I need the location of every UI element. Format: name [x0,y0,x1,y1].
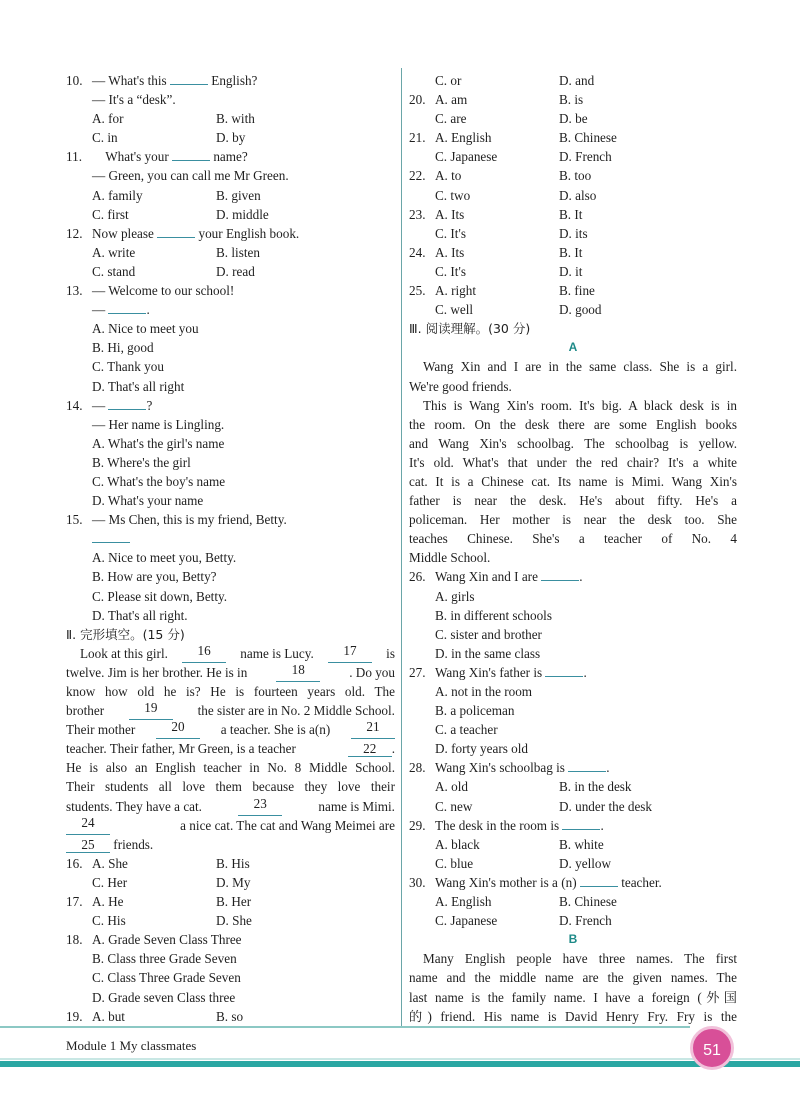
passage-line: and Wang Xin's schoolbag. The schoolbag is yellow. [409,435,737,451]
option-c[interactable]: C. Japanese [435,149,498,165]
question-15: 15. — Ms Chen, this is my friend, Betty. [66,512,287,528]
option-a[interactable]: A. not in the room [435,684,533,699]
option-a[interactable]: A. right [435,283,477,299]
question-24: 24. A. Its B. It [409,243,737,262]
option-c[interactable]: C. His [92,913,126,929]
footer-band [0,1061,800,1067]
option-b[interactable]: B. Where's the girl [92,454,191,470]
footer-module-title: Module 1 My classmates [66,1038,197,1053]
cloze-blank[interactable]: 18 [276,663,320,682]
option-b[interactable]: B. His [216,855,250,871]
option-row [409,262,737,281]
question-12: 12. Now please your English book. [66,225,300,241]
option-b[interactable]: B. Class three Grade Seven [92,951,237,967]
option-c[interactable]: C. a teacher [435,722,498,738]
section-heading: Ⅲ. 阅读理解。(30 分) [409,321,531,337]
option-d[interactable]: D. in the same class [435,645,541,661]
option-a[interactable]: A. She [92,855,128,871]
passage-line: the room. On the desk there are some English books [409,416,737,432]
option-row [66,873,395,892]
passage-line: name and the middle name are the given names. The [409,970,737,986]
option-a[interactable]: A. English [435,894,492,910]
option-b[interactable]: B. It [559,244,583,260]
passage-line: last name is the family name. I have a foreign (外国 [409,989,737,1005]
option-c[interactable]: C. are [435,111,467,127]
option-a[interactable]: A. old [435,779,468,795]
footer-band-light [0,1058,800,1060]
answer-blank[interactable] [157,225,195,238]
option-a[interactable]: A. Its [435,244,465,260]
option-c[interactable]: C. What's the boy's name [92,473,226,489]
option-d[interactable]: D. That's all right. [92,607,188,623]
cloze-line: brother 19 the sister are in No. 2 Middle School. [66,701,395,720]
option-d[interactable]: D. read [216,263,255,279]
option-a[interactable]: A. write [92,244,136,260]
option-c[interactable]: C. Her [92,874,128,890]
option-b[interactable]: B. in different schools [435,607,552,623]
option-b[interactable]: B. It [559,206,583,222]
option-d[interactable]: D. be [559,111,588,127]
option-row [66,205,395,224]
option-b[interactable]: B. white [559,836,604,852]
section-heading: Ⅱ. 完形填空。(15 分) [66,626,185,642]
option-row [66,243,395,262]
passage-line: Middle School. [409,550,491,566]
option-row [409,300,737,319]
option-b[interactable]: B. How are you, Betty? [92,569,217,585]
option-c[interactable]: C. sister and brother [435,626,542,642]
question-28: 28. Wang Xin's schoolbag is . [409,760,610,776]
left-column [66,71,395,1026]
option-a[interactable]: A. to [435,168,462,184]
option-b[interactable]: B. with [216,111,255,127]
cloze-blank[interactable]: 24 [66,816,110,835]
option-a[interactable]: A. Nice to meet you [92,321,199,337]
option-row [409,797,737,816]
option-c[interactable]: C. Please sit down, Betty. [92,588,228,604]
question-20: 20. A. am B. is [409,90,737,109]
cloze-line: 25 friends. [66,835,395,854]
option-d[interactable]: D. also [559,187,597,203]
option-b[interactable]: B. Hi, good [92,340,154,356]
option-b[interactable]: B. is [559,92,584,108]
option-a[interactable]: A. but [92,1008,125,1024]
question-line: — It's a “desk”. [92,92,176,108]
question-line: — Green, you can call me Mr Green. [92,168,289,184]
option-a[interactable]: A. Nice to meet you, Betty. [92,550,237,566]
option-row [409,835,737,854]
cloze-line: He is also an English teacher in No. 8 Middle School. [66,760,395,776]
question-22: 22. A. to B. too [409,166,737,185]
question-29: 29. The desk in the room is . [409,817,604,833]
cloze-blank[interactable]: 23 [238,797,282,816]
option-d[interactable]: D. What's your name [92,493,204,509]
question-25: 25. A. right B. fine [409,281,737,300]
option-a[interactable]: A. for [92,111,124,127]
cloze-blank[interactable]: 20 [156,720,200,739]
option-c[interactable]: C. first [92,206,129,222]
option-c[interactable]: C. in [92,130,118,146]
cloze-blank[interactable]: 16 [182,644,226,663]
option-b[interactable]: B. in the desk [559,779,632,795]
option-a[interactable]: A. girls [435,588,475,604]
option-b[interactable]: B. too [559,168,592,184]
question-17: 17. A. He B. Her [66,892,395,911]
answer-blank[interactable] [172,148,210,161]
option-c[interactable]: C. It's [435,263,466,279]
question-30: 30. Wang Xin's mother is a (n) teacher. [409,874,662,890]
option-row [409,911,737,930]
passage-line: Many English people have three names. The first [423,951,737,967]
cloze-line: Their students all love them because they love their [66,779,395,795]
passage-b-heading: B [568,932,578,947]
passage-line: cat. It is a Chinese cat. Its name is Mimi. Wang Xin's [409,473,737,489]
option-a[interactable]: A. He [92,894,124,910]
cloze-line: Their mother 20 a teacher. She is a(n) 21 [66,720,395,739]
option-d[interactable]: D. Grade seven Class three [92,989,236,1005]
option-row [409,892,737,911]
cloze-blank[interactable]: 25 [66,838,110,853]
answer-blank[interactable] [170,72,208,85]
option-row [409,854,737,873]
option-b[interactable]: B. Her [216,894,252,910]
option-row [409,71,737,90]
footer-rule [0,1026,690,1028]
passage-line: This is Wang Xin's room. It's big. A black desk is in [423,397,737,413]
passage-line: It's old. What's that under the red chair? It's a white [409,454,737,470]
cloze-line: teacher. Their father, Mr Green, is a teacher 22 . [66,741,395,757]
option-b[interactable]: B. Chinese [559,130,617,146]
option-c[interactable]: C. stand [92,263,136,279]
option-b[interactable]: B. so [216,1008,244,1024]
cloze-line: Look at this girl. 16 name is Lucy. 17 is [66,644,395,663]
option-a[interactable]: A. English [435,130,492,146]
right-column [409,71,737,1026]
question-23: 23. A. Its B. It [409,205,737,224]
option-c[interactable]: C. blue [435,855,474,871]
answer-blank[interactable] [580,874,618,887]
question-14: 14. — ? [66,397,153,413]
option-row [409,147,737,166]
option-c[interactable]: C. Class Three Grade Seven [92,970,241,986]
option-b[interactable]: B. given [216,187,261,203]
option-b[interactable]: B. fine [559,283,595,299]
answer-blank[interactable] [92,530,130,543]
option-row [409,109,737,128]
option-d[interactable]: D. it [559,263,583,279]
option-a[interactable]: A. Grade Seven Class Three [92,932,242,948]
question-18: 18. A. Grade Seven Class Three [66,932,242,948]
option-d[interactable]: D. yellow [559,855,612,871]
passage-line: We're good friends. [409,378,512,394]
cloze-blank[interactable]: 19 [129,701,173,720]
option-d[interactable]: D. under the desk [559,798,653,814]
option-c[interactable]: C. Thank you [92,359,164,375]
answer-blank[interactable] [545,664,583,677]
question-line [66,529,395,548]
cloze-blank[interactable]: 22 [348,742,392,757]
page-number-badge: 51 [690,1026,734,1070]
option-d[interactable]: D. My [216,874,251,890]
option-a[interactable]: A. family [92,187,143,203]
option-c[interactable]: C. It's [435,225,466,241]
option-c[interactable]: C. well [435,302,474,318]
question-line: — . [92,302,150,318]
option-row [66,186,395,205]
passage-line: father is near the desk. He's about fifty. He's a [409,493,737,509]
option-a[interactable]: A. Its [435,206,465,222]
cloze-line: 24 a nice cat. The cat and Wang Meimei are [66,816,395,835]
option-b[interactable]: B. a policeman [435,703,515,719]
option-row [66,128,395,147]
option-d[interactable]: D. That's all right [92,378,185,394]
passage-a-heading: A [568,340,578,355]
option-c[interactable]: C. or [435,73,462,88]
answer-blank[interactable] [568,759,606,772]
question-21: 21. A. English B. Chinese [409,128,737,147]
question-line: — Her name is Lingling. [92,416,225,432]
passage-line: 的) friend. His name is David Henry Fry. Fry is the [409,1008,737,1024]
option-row [409,186,737,205]
option-a[interactable]: A. black [435,836,480,852]
option-d[interactable]: D. French [559,913,612,929]
option-d[interactable]: D. French [559,149,612,165]
option-row [66,911,395,930]
option-a[interactable]: A. am [435,92,468,108]
cloze-line: twelve. Jim is her brother. He is in 18 . Do you [66,663,395,682]
question-27: 27. Wang Xin's father is . [409,664,587,680]
question-13: 13. — Welcome to our school! [66,283,235,299]
option-c[interactable]: C. new [435,798,473,814]
option-b[interactable]: B. Chinese [559,894,617,910]
cloze-line: know how old he is? He is fourteen years old. The [66,684,395,699]
question-11: 11. What's your name? [66,149,248,165]
question-10: 10. — What's this English? [66,73,258,88]
option-c[interactable]: C. two [435,187,471,203]
column-divider [401,68,402,1028]
question-16: 16. A. She B. His [66,854,395,873]
option-d[interactable]: D. She [216,913,252,929]
option-row [409,777,737,796]
option-d[interactable]: D. middle [216,206,269,222]
option-b[interactable]: B. listen [216,244,260,260]
answer-blank[interactable] [562,817,600,830]
cloze-line: students. They have a cat. 23 name is Mimi. [66,797,395,816]
answer-blank[interactable] [108,397,146,410]
passage-line: teaches Chinese. She's a teacher of No. 4 [409,531,737,547]
passage-line: policeman. Her mother is near the desk too. She [409,512,737,528]
question-19: 19. A. but B. so [66,1007,395,1026]
question-26: 26. Wang Xin and I are . [409,569,583,585]
option-row [409,224,737,243]
option-c[interactable]: C. Japanese [435,913,498,929]
option-row [66,109,395,128]
cloze-blank[interactable]: 21 [351,720,395,739]
answer-blank[interactable] [108,301,146,314]
option-d[interactable]: D. good [559,302,602,318]
option-d[interactable]: D. its [559,225,588,241]
cloze-blank[interactable]: 17 [328,644,372,663]
option-d[interactable]: D. forty years old [435,741,529,757]
option-d[interactable]: D. and [559,73,595,88]
answer-blank[interactable] [541,568,579,581]
option-d[interactable]: D. by [216,130,246,146]
option-a[interactable]: A. What's the girl's name [92,435,225,451]
passage-line: Wang Xin and I are in the same class. She is a girl. [423,359,737,375]
option-row [66,262,395,281]
